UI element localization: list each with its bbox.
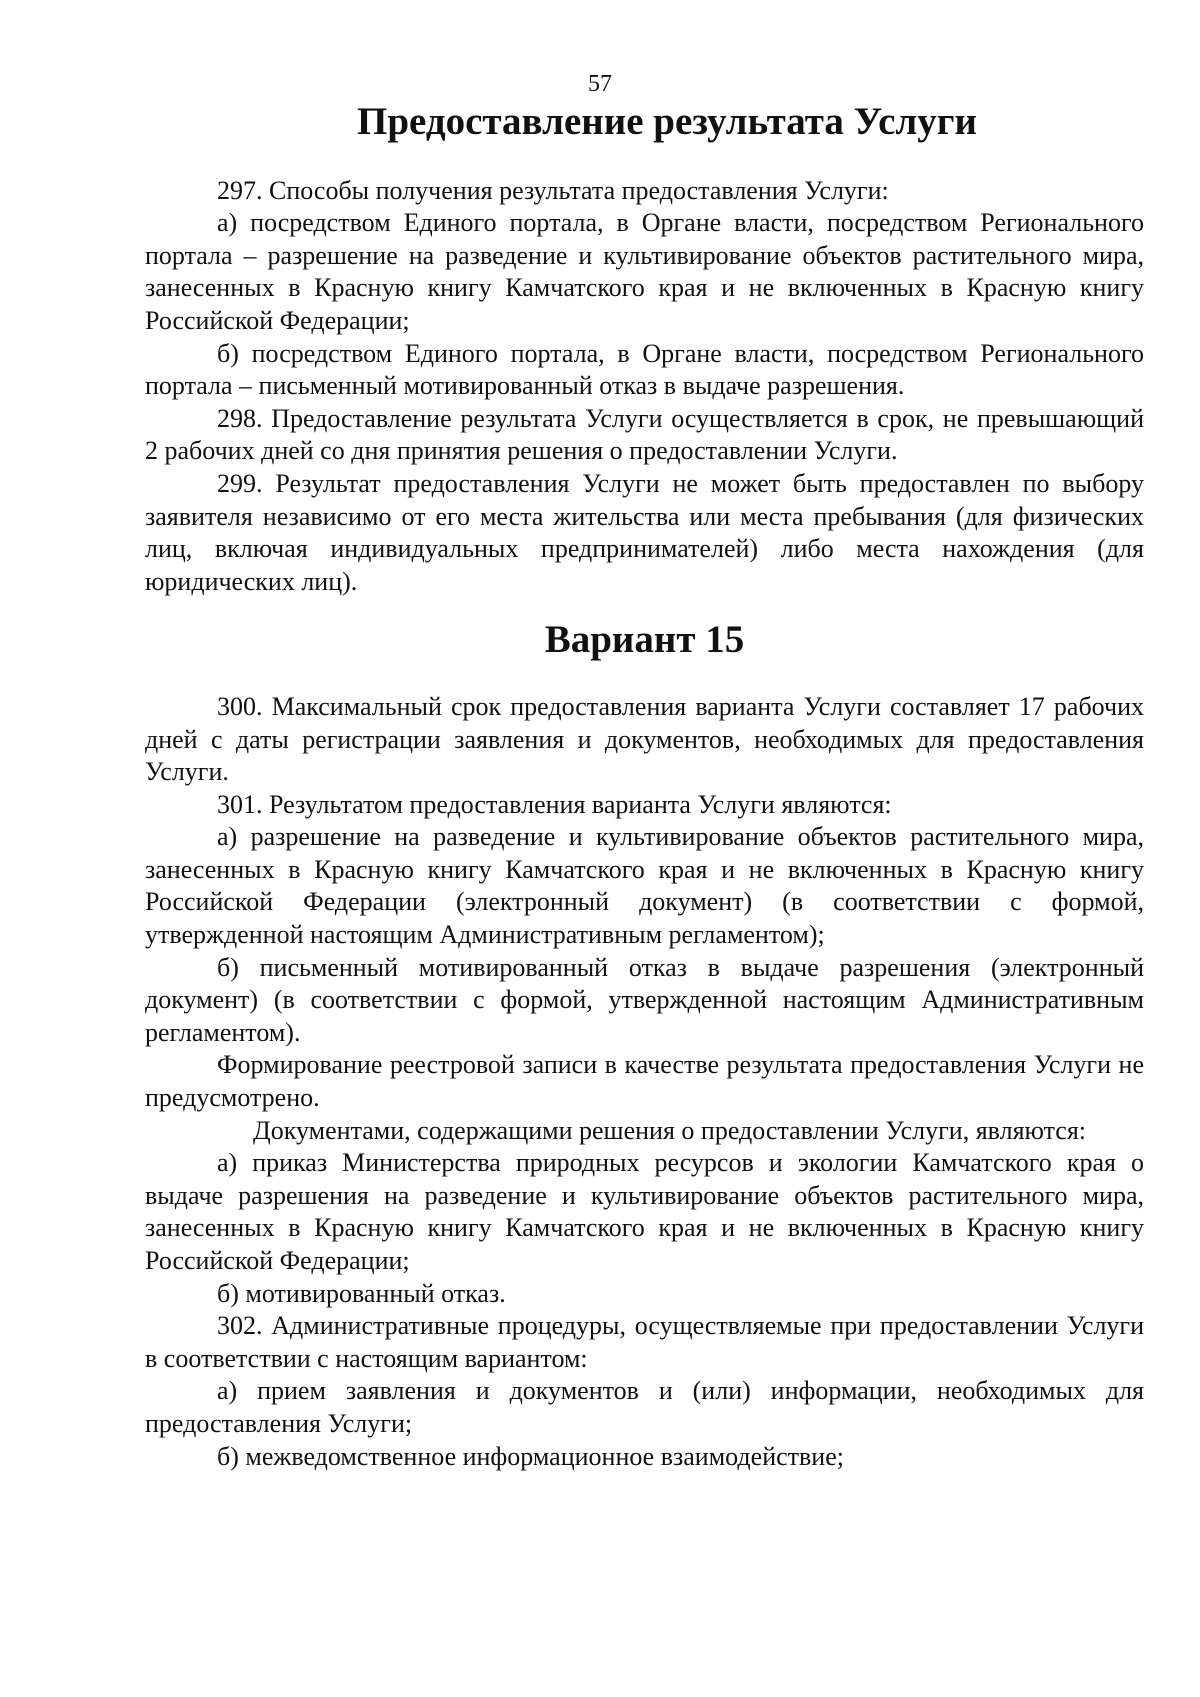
paragraph-297: 297. Способы получения результата предоставления Услуги: bbox=[217, 175, 889, 205]
paragraph-302: 302. Административные процедуры, осуществляемые при предоставлении Услуги в соответствии с настоящим вариантом: bbox=[145, 1311, 1144, 1373]
paragraph-302-a: а) прием заявления и документов и (или) информации, необходимых для предоставления Услуги; bbox=[145, 1376, 1144, 1438]
page-number: 57 bbox=[588, 71, 612, 97]
paragraph-documents: Документами, содержащими решения о предоставлении Услуги, являются: bbox=[253, 1115, 1087, 1145]
section-heading-variant: Вариант 15 bbox=[544, 618, 745, 662]
paragraph-299: 299. Результат предоставления Услуги не может быть предоставлен по выбору заявителя независимо от его места жительства или места пребывания (для физических лиц, включая индивидуальных предпринимателей) либо места нахождения (для юридических лиц). bbox=[145, 468, 1144, 596]
paragraph-documents-a: а) приказ Министерства природных ресурсов и экологии Камчатского края о выдаче разрешения на разведение и культивирование объектов растительного мира, занесенных в Красную книгу Камчатского края и не включенных в Красную книгу Российской Федерации; bbox=[145, 1148, 1144, 1275]
paragraph-302-b: б) межведомственное информационное взаимодействие; bbox=[217, 1441, 844, 1471]
paragraph-297-b: б) посредством Единого портала, в Органе власти, посредством Регионального портала – письменный мотивированный отказ в выдаче разрешения. bbox=[145, 338, 1144, 401]
paragraph-298: 298. Предоставление результата Услуги осуществляется в срок, не превышающий 2 рабочих дней со дня принятия решения о предоставлении Услуги. bbox=[145, 403, 1144, 466]
paragraph-297-a: а) посредством Единого портала, в Органе власти, посредством Регионального портала – разрешение на разведение и культивирование объектов растительного мира, занесенных в Красную книгу Камчатского края и не включенных в Красную книгу Российской Федерации; bbox=[145, 208, 1144, 335]
paragraph-registry: Формирование реестровой записи в качестве результата предоставления Услуги не предусмотрено. bbox=[145, 1050, 1144, 1113]
paragraph-301-b: б) письменный мотивированный отказ в выдаче разрешения (электронный документ) (в соответствии с формой, утвержденной настоящим Административным регламентом). bbox=[145, 952, 1144, 1047]
paragraph-301-a: а) разрешение на разведение и культивирование объектов растительного мира, занесенных в Красную книгу Камчатского края и не включенных в Красную книгу Российской Федерации (электронный документ) (в соответствии с формой, утвержденной настоящим Административным регламентом); bbox=[145, 822, 1144, 950]
document-body bbox=[145, 100, 1144, 1473]
paragraph-300: 300. Максимальный срок предоставления варианта Услуги составляет 17 рабочих дней с даты регистрации заявления и документов, необходимых для предоставления Услуги. bbox=[145, 691, 1144, 787]
section-heading-result: Предоставление результата Услуги bbox=[357, 100, 977, 143]
paragraph-301: 301. Результатом предоставления варианта Услуги являются: bbox=[217, 789, 892, 819]
paragraph-documents-b: б) мотивированный отказ. bbox=[217, 1278, 506, 1308]
